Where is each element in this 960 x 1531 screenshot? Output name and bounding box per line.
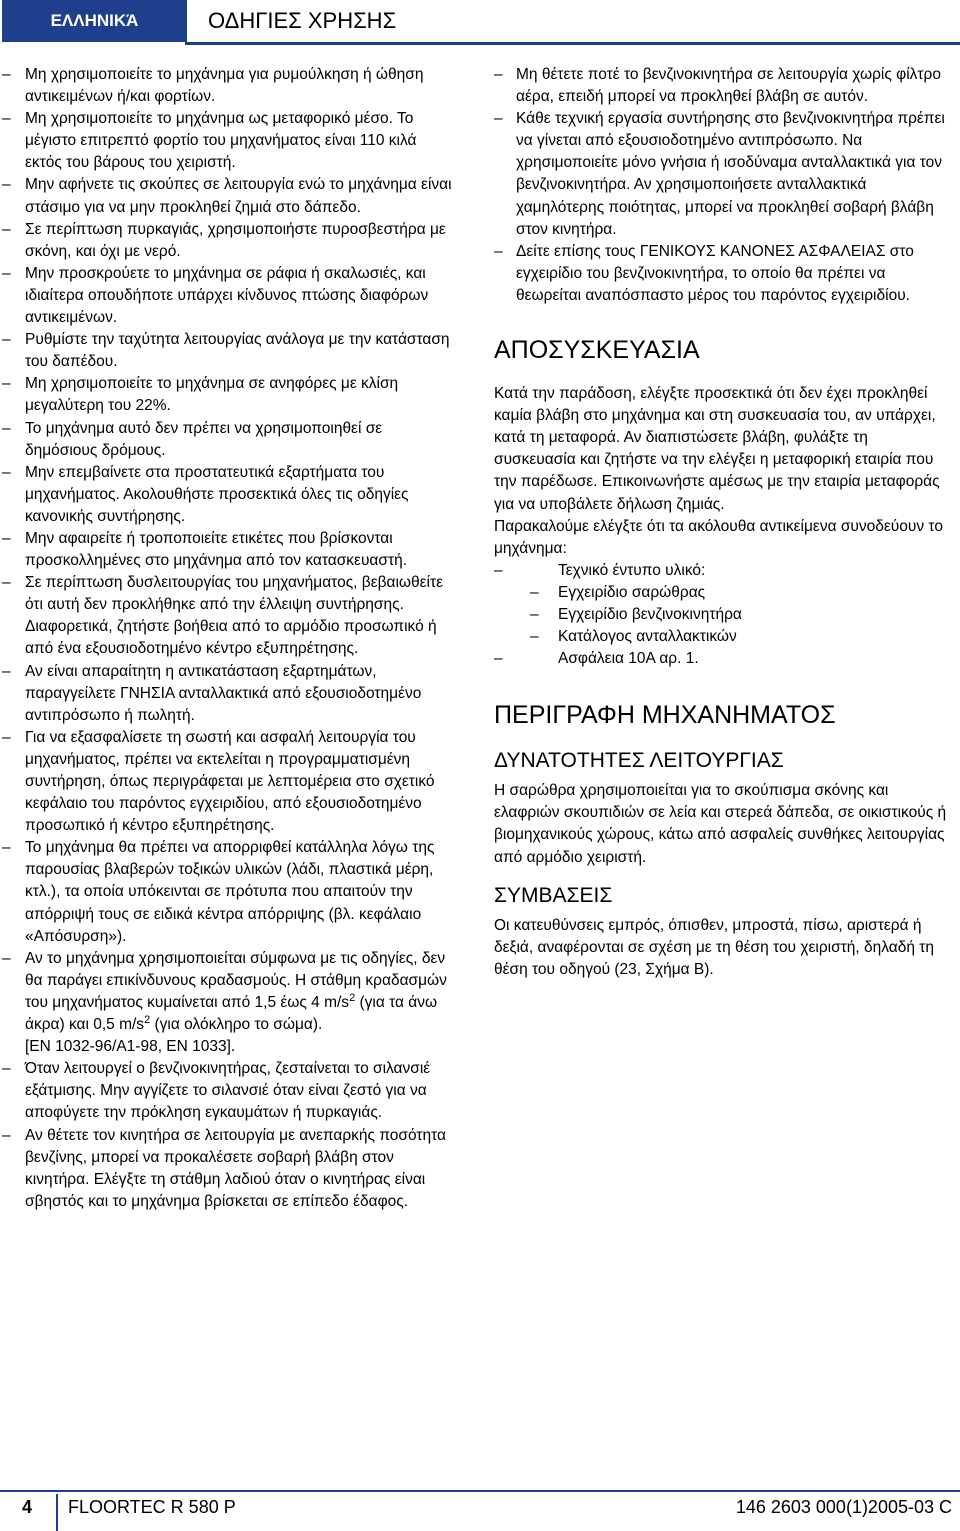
description-heading: ΠΕΡΙΓΡΑΦΗ ΜΗΧΑΝΗΜΑΤΟΣ	[494, 701, 836, 730]
footer-rule	[0, 1490, 960, 1492]
list-item: – Αν είναι απαραίτητη η αντικατάσταση εξαρτημάτων, παραγγείλετε ΓΝΗΣΙΑ ανταλλακτικά από εξουσιοδοτημένο αντιπρόσωπο ή πωλητή.	[0, 661, 452, 727]
vibration-text-3: (για ολόκληρο το σώμα).	[150, 1016, 323, 1034]
vibration-text-2: (για τα άνω άκρα) και 0,5 m/s	[25, 993, 438, 1034]
list-item: – Μη θέτετε ποτέ το βενζινοκινητήρα σε λειτουργία χωρίς φίλτρο αέρα, επειδή μπορεί να προκληθεί βλάβη σε αυτόν.	[494, 64, 952, 108]
list-item: – Μην αφήνετε τις σκούπες σε λειτουργία ενώ το μηχάνημα είναι στάσιμο για να μην προκληθεί ζημιά στο δάπεδο.	[0, 174, 452, 218]
list-item: – Όταν λειτουργεί ο βενζινοκινητήρας, ζεσταίνεται το σιλανσιέ εξάτμισης. Μην αγγίζετε το σιλανσιέ όταν είναι ζεστό για να αποφύγετε την πρόκληση εγκαυμάτων ή πυρκαγιάς.	[0, 1058, 452, 1124]
list-item: – Για να εξασφαλίσετε τη σωστή και ασφαλή λειτουργία του μηχανήματος, πρέπει να εκτελείται η προγραμματισμένη συντήρηση, όπως περιγράφεται με λεπτομέρεια στο σχετικό κεφάλαιο του παρόντος εγχειριδίου, από εξουσιοδοτημένο προσωπικό ή κέντρο εξυπηρέτησης.	[0, 727, 452, 837]
list-item: – Αν θέτετε τον κινητήρα σε λειτουργία με ανεπαρκής ποσότητα βενζίνης, μπορεί να προκαλέσετε σοβαρή βλάβη στον κινητήρα. Ελέγξτε τη στάθμη λαδιού όταν ο κινητήρας είναι σβηστός και το μηχάνημα βρίσκεται σε επίπεδο έδαφος.	[0, 1125, 452, 1213]
list-item: – Δείτε επίσης τους ΓΕΝΙΚΟΥΣ ΚΑΝΟΝΕΣ ΑΣΦΑΛΕΙΑΣ στο εγχειρίδιο του βενζινοκινητήρα, το οποίο θα πρέπει να θεωρείται αναπόσπαστο μέρος του παρόντος εγχειριδίου.	[494, 241, 952, 307]
list-item: – Μη χρησιμοποιείτε το μηχάνημα για ρυμούλκηση ή ώθηση αντικειμένων ή/και φορτίων.	[0, 64, 452, 108]
list-item: – Ρυθμίστε την ταχύτητα λειτουργίας ανάλογα με την κατάσταση του δαπέδου.	[0, 329, 452, 373]
list-item: – Ασφάλεια 10A αρ. 1.	[494, 648, 952, 670]
vibration-text-1: Αν το μηχάνημα χρησιμοποιείται σύμφωνα με τις οδηγίες, δεν θα παράγει επικίνδυνους κραδασμούς. Η στάθμη κραδασμών του μηχανήματος κυμαίνεται από 1,5 έως 4 m/s	[25, 949, 447, 1011]
standards-reference: [EN 1032-96/A1-98, EN 1033].	[25, 1038, 236, 1056]
capabilities-paragraph: Η σαρώθρα χρησιμοποιείται για το σκούπισμα σκόνης και ελαφριών σκουπιδιών σε λεία και στερεά δάπεδα, σε οικιστικούς ή βιομηχανικούς χώρους, κάτω από ασφαλείς συνθήκες λειτουργίας από αρμόδιο χειριστή.	[494, 782, 947, 866]
footer-model-name: FLOORTEC R 580 P	[68, 1497, 236, 1517]
list-item: – Σε περίπτωση δυσλειτουργίας του μηχανήματος, βεβαιωθείτε ότι αυτή δεν προκλήθηκε από την έλλειψη συντήρησης. Διαφορετικά, ζητήστε βοήθεια από το αρμόδιο προσωπικό ή από ένα εξουσιοδοτημένο κέντρο εξυπηρέτησης.	[0, 572, 452, 660]
right-column	[494, 64, 952, 981]
list-item: – Τεχνικό έντυπο υλικό:	[494, 560, 952, 582]
capabilities-heading: ΔΥΝΑΤΟΤΗΤΕΣ ΛΕΙΤΟΥΡΓΙΑΣ	[494, 749, 784, 773]
conventions-paragraph: Οι κατευθύνσεις εμπρός, όπισθεν, μπροστά, πίσω, αριστερά ή δεξιά, αναφέρονται σε σχέση με τη θέση του χειριστή, δηλαδή τη θέση του οδηγού (23, Σχήμα B).	[494, 916, 935, 978]
language-label: ΕΛΛΗΝΙΚΆ	[2, 0, 187, 42]
list-item: – Το μηχάνημα θα πρέπει να απορριφθεί κατάλληλα λόγω της παρουσίας βλαβερών τοξικών υλικών (λάδι, πλαστικά μέρη, κτλ.), τα οποία υπόκεινται σε πρότυπα που απαιτούν την απόρριψή τους σε ειδικά κέντρα απόρριψης (βλ. κεφάλαιο «Απόσυρση»).	[0, 837, 452, 947]
superscript: 2	[349, 991, 356, 1004]
footer-document-code: 146 2603 000(1)2005-03 C	[735, 1497, 952, 1517]
sub-list-item: – Εγχειρίδιο βενζινοκινητήρα	[494, 604, 952, 626]
page-title: ΟΔΗΓΙΕΣ ΧΡΗΣΗΣ	[208, 8, 397, 33]
list-item: – Κάθε τεχνική εργασία συντήρησης στο βενζινοκινητήρα πρέπει να γίνεται από εξουσιοδοτημένο αντιπρόσωπο. Να χρησιμοποιείτε μόνο γνήσια ή ισοδύναμα ανταλλακτικά για τον βενζινοκινητήρα. Αν χρησιμοποιήσετε ανταλλακτικά χαμηλότερης ποιότητας, μπορεί να προκληθεί σοβαρή βλάβη στον κινητήρα.	[494, 108, 952, 241]
list-item: – Μην αφαιρείτε ή τροποποιείτε ετικέτες που βρίσκονται προσκολλημένες στο μηχάνημα από τον κατασκευαστή.	[0, 528, 452, 572]
conventions-heading: ΣΥΜΒΑΣΕΙΣ	[494, 883, 613, 907]
superscript: 2	[144, 1013, 151, 1026]
left-column	[0, 64, 452, 1213]
sub-list-item: – Κατάλογος ανταλλακτικών	[494, 626, 952, 648]
footer-separator	[56, 1494, 58, 1531]
list-item: – Μην επεμβαίνετε στα προστατευτικά εξαρτήματα του μηχανήματος. Ακολουθήστε προσεκτικά όλες τις οδηγίες κανονικής συντήρησης.	[0, 462, 452, 528]
list-item: – Σε περίπτωση πυρκαγιάς, χρησιμοποιήστε πυροσβεστήρα με σκόνη, και όχι με νερό.	[0, 219, 452, 263]
list-item: – Μην προσκρούετε το μηχάνημα σε ράφια ή σκαλωσιές, και ιδιαίτερα οπουδήποτε υπάρχει κίνδυνος πτώσης διαφόρων αντικειμένων.	[0, 263, 452, 329]
unpacking-paragraph: Παρακαλούμε ελέγξτε ότι τα ακόλουθα αντικείμενα συνοδεύουν το μηχάνημα:	[494, 517, 943, 557]
list-item: – Μη χρησιμοποιείτε το μηχάνημα σε ανηφόρες με κλίση μεγαλύτερη του 22%.	[0, 373, 452, 417]
list-item: – Μη χρησιμοποιείτε το μηχάνημα ως μεταφορικό μέσο. Το μέγιστο επιτρεπτό φορτίο του μηχανήματος είναι 110 κιλά εκτός του βάρους του χειριστή.	[0, 108, 452, 174]
unpacking-paragraph: Κατά την παράδοση, ελέγξτε προσεκτικά ότι δεν έχει προκληθεί καμία βλάβη στο μηχάνημα και στη συσκευασία του, αν υπάρχει, κατά τη μεταφορά. Αν διαπιστώσετε βλάβη, φυλάξτε τη συσκευασία και ζητήστε να την ελέγξει η μεταφορική εταιρία που την παρέδωσε. Επικοινωνήστε αμέσως με την εταιρία μεταφοράς για να υποβάλετε δήλωση ζημιάς.	[494, 385, 940, 513]
list-item: – Το μηχάνημα αυτό δεν πρέπει να χρησιμοποιηθεί σε δημόσιους δρόμους.	[0, 418, 452, 462]
unpacking-heading: ΑΠΟΣΥΣΚΕΥΑΣΙΑ	[494, 336, 700, 365]
header-rule	[185, 42, 960, 45]
sub-list-item: – Εγχειρίδιο σαρώθρας	[494, 582, 952, 604]
vibration-item	[0, 948, 452, 1058]
page-number: 4	[22, 1497, 33, 1517]
